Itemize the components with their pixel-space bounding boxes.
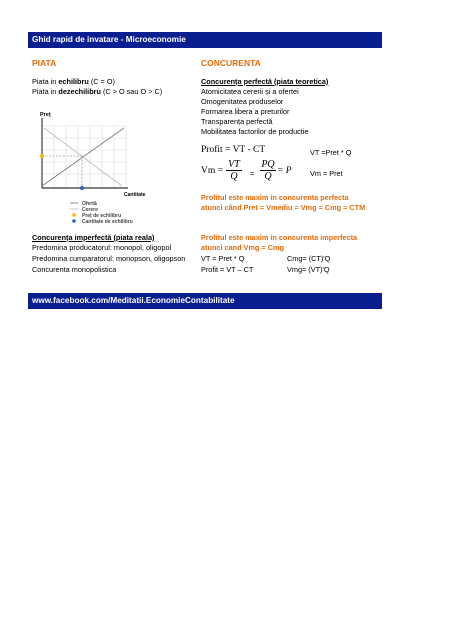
vm-numerator: VT: [226, 159, 242, 171]
concurenta-imperfecta-title: Concurența imperfectă (piata reala): [32, 233, 155, 242]
perfecta-item: Omogenitatea produselor: [201, 97, 284, 106]
page-title: Ghid rapid de invatare - Microeconomie: [32, 35, 186, 44]
profit-max-perfecta-1: Profitul este maxim in concurenta perfecta: [201, 193, 349, 202]
vm-pret: Vm = Pret: [310, 169, 343, 178]
equilibrium-price-dot: [40, 154, 44, 158]
profit-formula-imperfecta: Profit = VT – CT: [201, 265, 254, 274]
vt-formula: VT =Pret * Q: [310, 148, 352, 157]
equilibrium-quantity-dot: [80, 186, 84, 190]
vm-denominator: Q: [230, 171, 238, 182]
legend-price-label: Preț de echilibru: [82, 213, 122, 219]
vt-formula-imperfecta: VT = Pret * Q: [201, 254, 245, 263]
profit-max-imperfecta-1: Profitul este maxim in concurenta imperfecta: [201, 233, 358, 242]
vm-label: Vm =: [201, 166, 223, 176]
demand-curve: [44, 128, 122, 186]
imperfecta-item: Concurenta monopolistica: [32, 265, 117, 274]
footer-bar: [28, 293, 382, 309]
pq-fraction: [260, 159, 276, 182]
legend-quantity-swatch: [72, 219, 76, 223]
piata-echilibru-line: Piata in echilibru (C = O): [32, 77, 115, 86]
legend-demand-label: Cerere: [82, 207, 98, 213]
pq-numerator: PQ: [261, 159, 275, 170]
legend-quantity-label: Cantitate de echilibru: [82, 219, 133, 225]
perfecta-item: Mobilitatea factorilor de productie: [201, 127, 309, 136]
y-axis-label: Preț: [40, 112, 51, 118]
perfecta-item: Formarea libera a preturilor: [201, 107, 290, 116]
perfecta-item: Transparența perfectă: [201, 117, 273, 126]
legend-price-swatch: [72, 213, 76, 217]
piata-dezechilibru-line: Piata in dezechilibru (C > O sau O > C): [32, 87, 163, 96]
facebook-link[interactable]: www.facebook.com/Meditatii.EconomieContabilitate: [32, 296, 235, 305]
concurenta-perfecta-title: Concurența perfectă (piata teoretica): [201, 77, 329, 86]
profit-max-imperfecta-2: atunci cand Vmg = Cmg: [201, 243, 284, 252]
supply-demand-diagram: [32, 106, 182, 226]
diagram-legend: [70, 201, 133, 225]
profit-max-perfecta-2: atunci când Pret = Vmediu = Vmg = Cmg = CTM: [201, 203, 366, 212]
imperfecta-item: Predomina producatorul: monopol, oligopol: [32, 243, 172, 252]
concurenta-heading: CONCURENTA: [201, 58, 261, 68]
header-bar: [28, 32, 382, 48]
vmg-formula: Vmg= (VT)'Q: [287, 265, 330, 274]
vm-fraction: [226, 159, 242, 182]
profit-formula: Profit = VT - CT: [201, 145, 266, 155]
imperfecta-item: Predomina cumparatorul: monopson, oligopson: [32, 254, 186, 263]
legend-supply-label: Ofertă: [82, 201, 97, 207]
equals-p: = P: [277, 166, 292, 176]
perfecta-item: Atomicitatea cererii și a ofertei: [201, 87, 299, 96]
x-axis-label: Cantitate: [124, 192, 146, 198]
cmg-formula: Cmg= (CT)'Q: [287, 254, 331, 263]
piata-heading: PIATA: [32, 58, 57, 68]
pq-denominator: Q: [264, 171, 272, 182]
equals-sign: =: [250, 169, 255, 178]
